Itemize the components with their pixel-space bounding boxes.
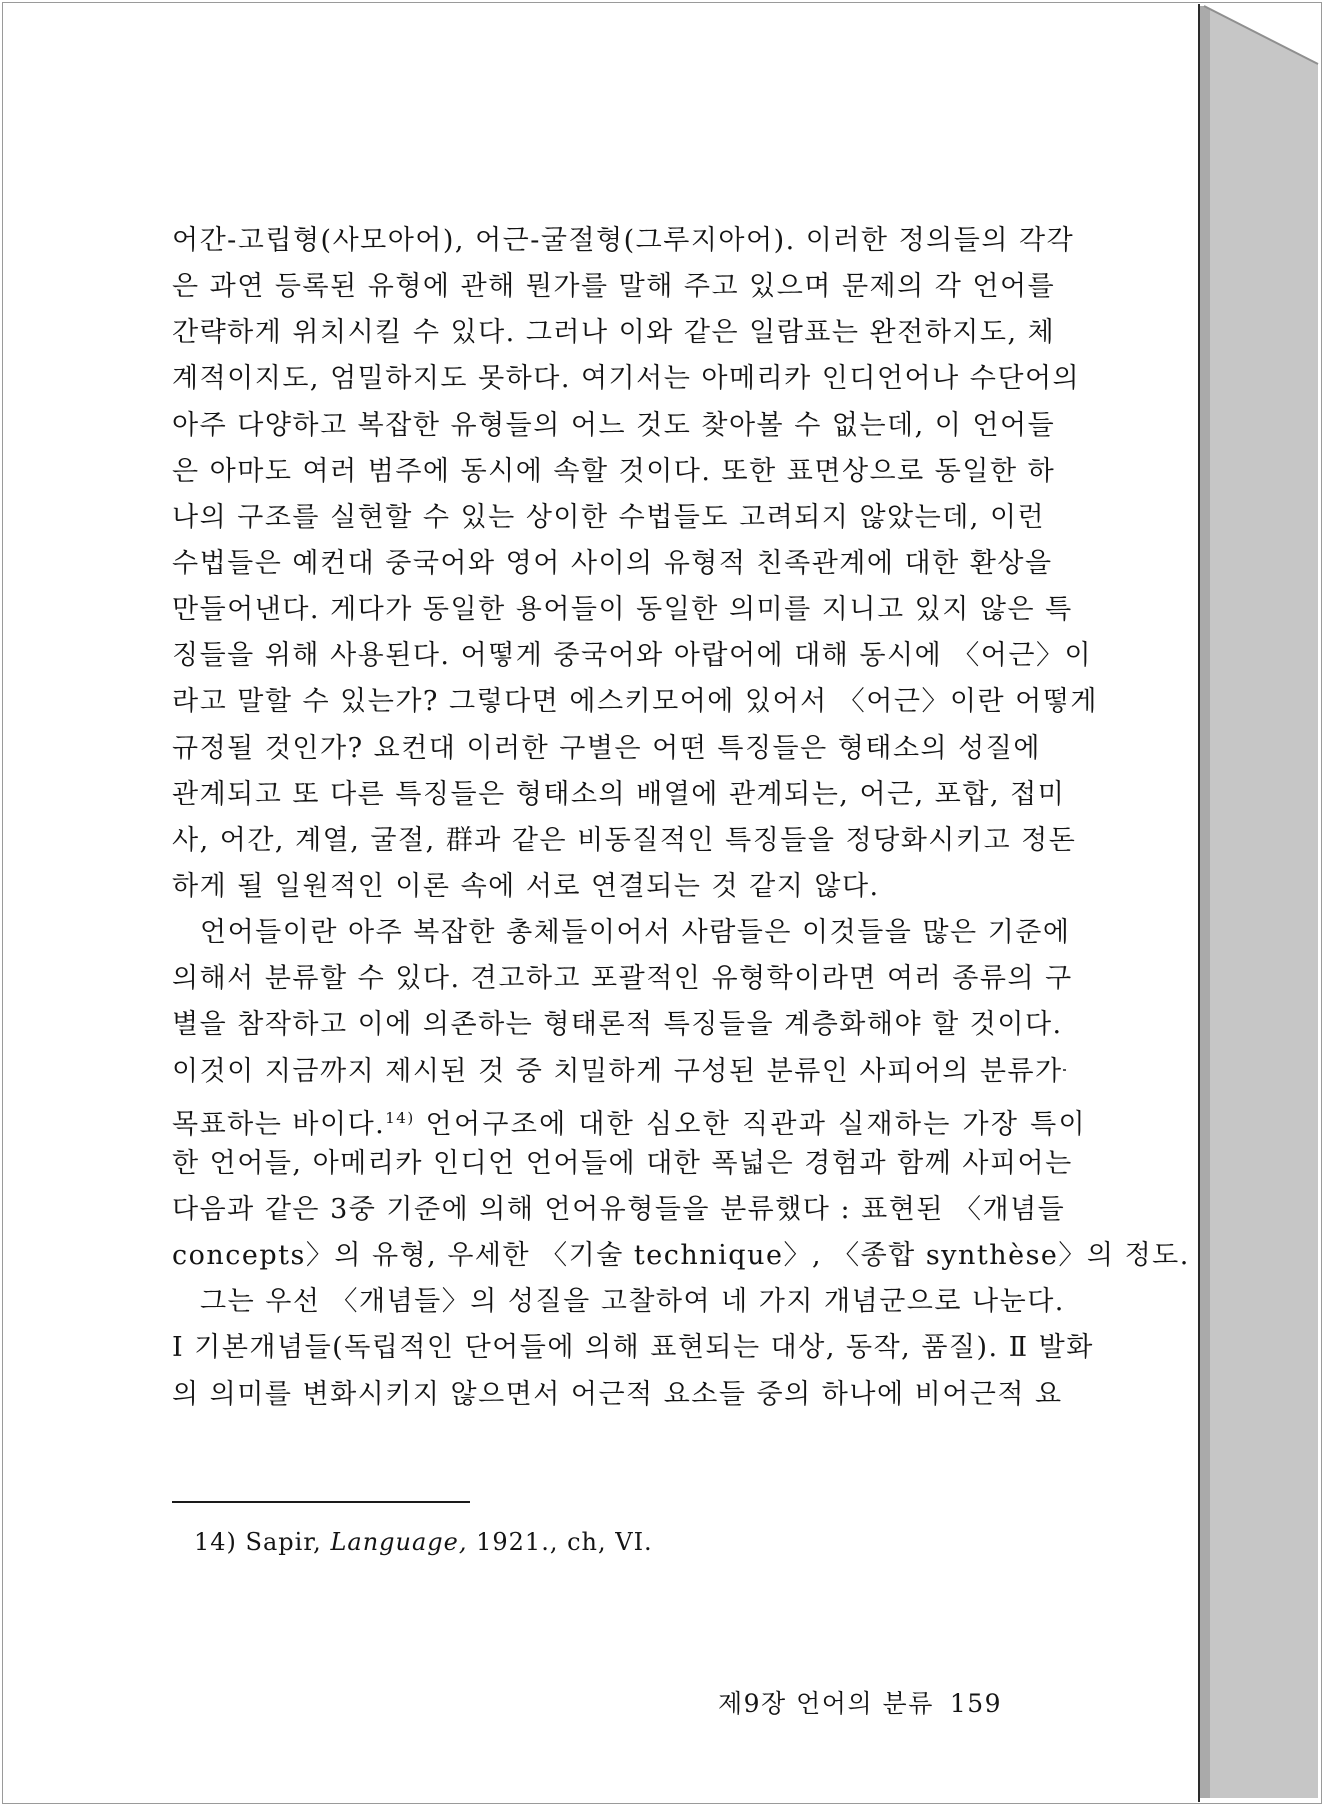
text-line: 의 의미를 변화시키지 않으면서 어근적 요소들 중의 하나에 비어근적 요 [172,1378,1063,1410]
footnote-reference[interactable]: 14) [385,1108,415,1127]
text-line: 이것이 지금까지 제시된 것 중 치밀하게 구성된 분류인 사피어의 분류가 [172,1055,1063,1087]
text-line: 한 언어들, 아메리카 인디언 언어들에 대한 폭넓은 경험과 함께 사피어는 [172,1147,1073,1179]
text-line: 아주 다양하고 복잡한 유형들의 어느 것도 찾아볼 수 없는데, 이 언어들 [172,409,1056,441]
text-line: 만들어낸다. 게다가 동일한 용어들이 동일한 의미를 지니고 있지 않은 특 [172,594,1073,626]
text-line: 수법들은 예컨대 중국어와 영어 사이의 유형적 친족관계에 대한 환상을 [172,547,1053,579]
footnote-title: Language, [330,1528,468,1556]
text-line: 은 아마도 여러 범주에 동시에 속할 것이다. 또한 표면상으로 동일한 하 [172,455,1056,487]
paragraph-end-line: 하게 될 일원적인 이론 속에 서로 연결되는 것 같지 않다. [172,870,880,902]
footnote-divider [172,1501,470,1503]
body-text [172,218,1190,1418]
footnote [194,1528,653,1556]
text-line: 규정될 것인가? 요컨대 이러한 구별은 어떤 특징들은 형태소의 성질에 [172,732,1041,764]
text-line: 나의 구조를 실현할 수 있는 상이한 수법들도 고려되지 않았는데, 이런 [172,501,1046,533]
text-line: 사, 어간, 계열, 굴절, 群과 같은 비동질적인 특징들을 정당화시키고 정돈 [172,824,1077,856]
text-line: Ⅰ 기본개념들(독립적인 단어들에 의해 표현되는 대상, 동작, 품질). Ⅱ 발화 [172,1332,1094,1364]
running-footer [718,1684,1002,1720]
page-number: 159 [949,1689,1003,1718]
text-line: 은 과연 등록된 유형에 관해 뭔가를 말해 주고 있으며 문제의 각 언어를 [172,271,1056,303]
text-line: 어간-고립형(사모아어), 어근-굴절형(그루지아어). 이러한 정의들의 각각 [172,225,1075,256]
text-fragment: 언어구조에 대한 심오한 직관과 실재하는 가장 특이 [414,1108,1087,1140]
footnote-author: Sapir, [245,1528,322,1556]
text-line: 라고 말할 수 있는가? 그렇다면 에스키모어에 있어서 〈어근〉이란 어떻게 [172,686,1098,718]
paragraph-start-line: 그는 우선 〈개념들〉의 성질을 고찰하여 네 가지 개념군으로 나눈다. [200,1286,1065,1318]
chapter-title: 제9장 언어의 분류 [718,1689,934,1718]
paragraph-end-line: concepts〉의 유형, 우세한 〈기술 technique〉, 〈종합 synthèse〉의 정도. [172,1240,1190,1272]
text-line: 다음과 같은 3중 기준에 의해 언어유형들을 분류했다 : 표현된 〈개념들 [172,1193,1066,1225]
footnote-number: 14) [194,1528,237,1556]
footnote-details: 1921., ch, VI. [476,1528,653,1556]
text-line: 징들을 위해 사용된다. 어떻게 중국어와 아랍어에 대해 동시에 〈어근〉이 [172,640,1093,672]
text-line: 의해서 분류할 수 있다. 견고하고 포괄적인 유형학이라면 여러 종류의 구 [172,963,1073,995]
text-line: 별을 참작하고 이에 의존하는 형태론적 특징들을 계층화해야 할 것이다. [172,1009,1063,1041]
text-line-with-footnote [172,1095,1087,1141]
scan-speck [1063,1069,1066,1071]
text-line: 관계되고 또 다른 특징들은 형태소의 배열에 관계되는, 어근, 포합, 접미 [172,778,1066,810]
paragraph-start-line: 언어들이란 아주 복잡한 총체들이어서 사람들은 이것들을 많은 기준에 [200,917,1071,949]
text-fragment: 목표하는 바이다. [172,1108,386,1140]
text-line: 간략하게 위치시킬 수 있다. 그러나 이와 같은 일람표는 완전하지도, 체 [172,317,1056,349]
text-line: 계적이지도, 엄밀하지도 못하다. 여기서는 아메리카 인디언어나 수단어의 [172,363,1081,395]
